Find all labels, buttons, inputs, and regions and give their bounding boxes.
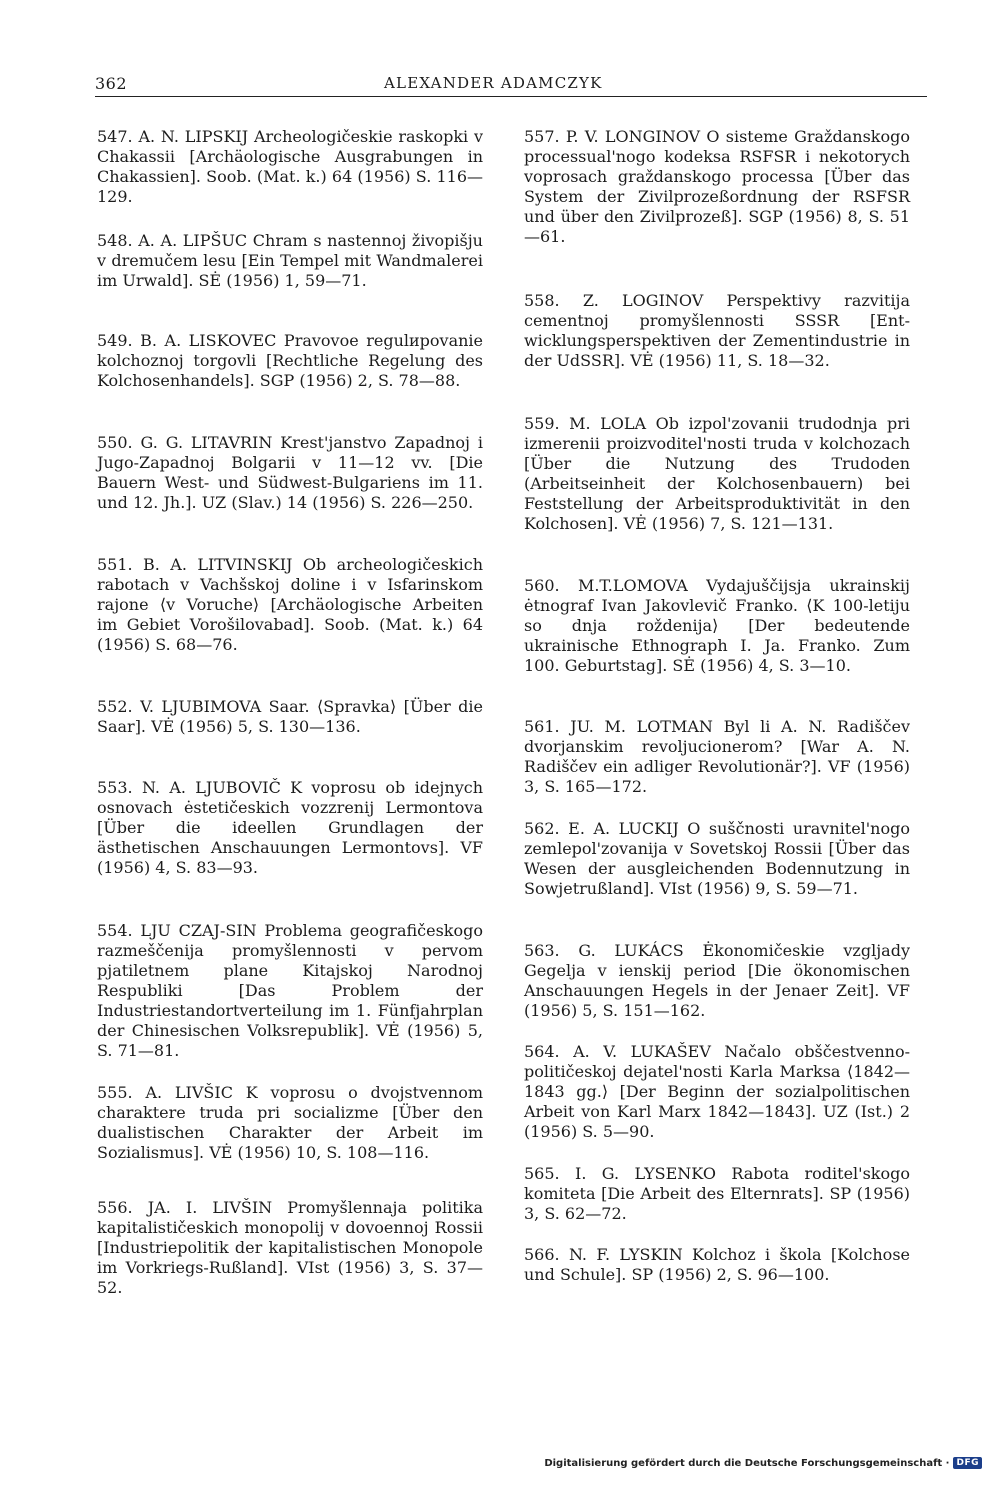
bibliography-entry	[524, 1042, 910, 1142]
dfg-logo-icon: DFG	[953, 1457, 982, 1469]
entry-text: JU. M. LOTMAN Byl li A. N. Radiščev dvorjanskim revoljucionerom? [War A. N. Radiščev ein adliger Revolutionär?]. VF (1956) 3, S. 165—172.	[524, 717, 910, 796]
bibliography-entry	[524, 576, 910, 676]
entry-number: 553.	[97, 778, 133, 797]
bibliography-entry	[97, 697, 483, 737]
entry-text: A. LIVŠIC K voprosu o dvojstvennom charaktere truda pri socializme [Über den dualistischen Charakter der Arbeit im Sozialismus]. VĖ (1956) 10, S. 108—116.	[97, 1083, 483, 1162]
bibliography-entry	[524, 819, 910, 899]
entry-text: P. V. LONGINOV O sisteme Graždanskogo processual'nogo kodeksa RSFSR i nekotorych voprosach graždanskogo processa [Über das System der Zivilprozeßordnung der RSFSR und über den Zivilprozeß]. SGP (1956) 8, S. 51—61.	[524, 127, 910, 246]
header-rule	[95, 96, 927, 97]
entry-number: 547.	[97, 127, 133, 146]
entry-number: 549.	[97, 331, 133, 350]
entry-text: I. G. LYSENKO Rabota roditel'skogo komiteta [Die Arbeit des Elternrats]. SP (1956) 3, S. 62—72.	[524, 1164, 910, 1223]
bibliography-entry	[97, 127, 483, 207]
bibliography-entry	[524, 291, 910, 371]
entry-number: 565.	[524, 1164, 560, 1183]
bibliography-entry	[524, 1245, 910, 1285]
entry-text: A. V. LUKAŠEV Načalo obščestvenno-političeskoj dejatel'nosti Karla Marksa ⟨1842—1843 gg.⟩ [Der Beginn der sozialpolitischen Arbeit von Karl Marx 1842—1843]. UZ (Ist.) 2 (1956) S. 5—90.	[524, 1042, 910, 1141]
bibliography-entry	[524, 717, 910, 797]
running-head: ALEXANDER ADAMCZYK	[384, 74, 603, 92]
entry-number: 560.	[524, 576, 560, 595]
entry-text: B. A. LISKOVEC Pravovoe regulироvanie kolchoznoj torgovli [Rechtliche Regelung des Kolchosenhandels]. SGP (1956) 2, S. 78—88.	[97, 331, 484, 390]
entry-number: 551.	[97, 555, 133, 574]
bibliography-entry	[97, 231, 483, 291]
bibliography-entry	[97, 433, 483, 513]
entry-number: 556.	[97, 1198, 133, 1217]
entry-number: 558.	[524, 291, 560, 310]
entry-text: LJU CZAJ-SIN Problema geografičeskogo razmeščenija promyšlennosti v pervom pjatiletnem plane Kitajskoj Narodnoj Respubliki [Das Problem der Industriestandortverteilung im 1. Fünfjahrplan der Chinesischen Volksrepublik]. VĖ (1956) 5, S. 71—81.	[97, 921, 484, 1060]
entry-text: Z. LOGINOV Perspektivy razvitija cementnoj promyšlennosti SSSR [Entwicklungsperspektiven der Zementindustrie in der UdSSR]. VĖ (1956) 11, S. 18—32.	[524, 291, 910, 370]
entry-text: JA. I. LIVŠIN Promyšlennaja politika kapitalističeskich monopolij v dovoennoj Rossii [Industriepolitik der kapitalistischen Monopole im Vorkriegs-Rußland]. VIst (1956) 3, S. 37—52.	[97, 1198, 483, 1297]
entry-number: 561.	[524, 717, 560, 736]
entry-number: 550.	[97, 433, 133, 452]
entry-text: M.T.LOMOVA Vydajuščijsja ukrainskij ėtnograf Ivan Jakovlevič Franko. ⟨K 100-letiju so dnja roždenija⟩ [Der bedeutende ukrainische Ethnograph I. Ja. Franko. Zum 100. Geburtstag]. SĖ (1956) 4, S. 3—10.	[524, 576, 910, 675]
bibliography-entry	[97, 921, 483, 1061]
bibliography-entry	[524, 127, 910, 247]
entry-text: V. LJUBIMOVA Saar. ⟨Spravka⟩ [Über die Saar]. VĖ (1956) 5, S. 130—136.	[97, 697, 483, 736]
entry-number: 552.	[97, 697, 133, 716]
page-number: 362	[95, 74, 128, 93]
funding-note: Digitalisierung gefördert durch die Deutsche Forschungsgemeinschaft ·	[544, 1457, 950, 1469]
bibliography-entry	[97, 778, 483, 878]
entry-number: 564.	[524, 1042, 560, 1061]
entry-text: M. LOLA Ob izpol'zovanii trudodnja pri izmerenii proizvoditel'nosti truda v kolchozach [Über die Nutzung des Trudoden (Arbeitseinheit der Kolchosenbauern) bei Feststellung der Arbeitsproduktivität in den Kolchosen]. VĖ (1956) 7, S. 121—131.	[524, 414, 910, 533]
bibliography-entry	[97, 331, 483, 391]
bibliography-entry	[97, 1083, 483, 1163]
entry-text: B. A. LITVINSKIJ Ob archeologičeskich rabotach v Vachšskoj doline i v Isfarinskom rajone ⟨v Voruche⟩ [Archäologische Arbeiten im Gebiet Vorošilovabad]. Soob. (Mat. k.) 64 (1956) S. 68—76.	[97, 555, 483, 654]
entry-text: G. G. LITAVRIN Krest'janstvo Zapadnoj i Jugo-Zapadnoj Bolgarii v 11—12 vv. [Die Bauern West- und Südwest-Bulgariens im 11. und 12. Jh.]. UZ (Slav.) 14 (1956) S. 226—250.	[97, 433, 483, 512]
entry-number: 562.	[524, 819, 560, 838]
entry-number: 563.	[524, 941, 560, 960]
entry-text: E. A. LUCKIJ O suščnosti uravnitel'nogo zemlepol'zovanija v Sovetskoj Rossii [Über das Wesen der ausgleichenden Bodennutzung in Sowjetrußland]. VIst (1956) 9, S. 59—71.	[524, 819, 910, 898]
entry-number: 559.	[524, 414, 560, 433]
bibliography-entry	[97, 555, 483, 655]
bibliography-entry	[97, 1198, 483, 1298]
entry-text: A. A. LIPŠUC Chram s nastennoj živopišju v dremučem lesu [Ein Tempel mit Wandmalerei im Urwald]. SĖ (1956) 1, 59—71.	[97, 231, 483, 290]
bibliography-entry	[524, 414, 910, 534]
entry-number: 555.	[97, 1083, 133, 1102]
entry-text: G. LUKÁCS Ėkonomičeskie vzgljady Gegelja v ienskij period [Die ökonomischen Anschauungen Hegels in der Jenaer Zeit]. VF (1956) 5, S. 151—162.	[524, 941, 910, 1020]
entry-text: N. A. LJUBOVIČ K voprosu ob idejnych osnovach ėstetičeskich vozzrenij Lermontova [Über die ideellen Grundlagen der ästhetischen Anschauungen Lermontovs]. VF (1956) 4, S. 83—93.	[97, 778, 484, 877]
entry-number: 557.	[524, 127, 560, 146]
bibliography-entry	[524, 941, 910, 1021]
funding-footer	[544, 1457, 982, 1469]
entry-number: 548.	[97, 231, 133, 250]
entry-number: 554.	[97, 921, 133, 940]
bibliography-entry	[524, 1164, 910, 1224]
entry-number: 566.	[524, 1245, 560, 1264]
entry-text: A. N. LIPSKIJ Archeologičeskie raskopki v Chakassii [Archäologische Ausgrabungen in Chakassien]. Soob. (Mat. k.) 64 (1956) S. 116—129.	[97, 127, 483, 206]
entry-text: N. F. LYSKIN Kolchoz i škola [Kolchose und Schule]. SP (1956) 2, S. 96—100.	[524, 1245, 910, 1284]
